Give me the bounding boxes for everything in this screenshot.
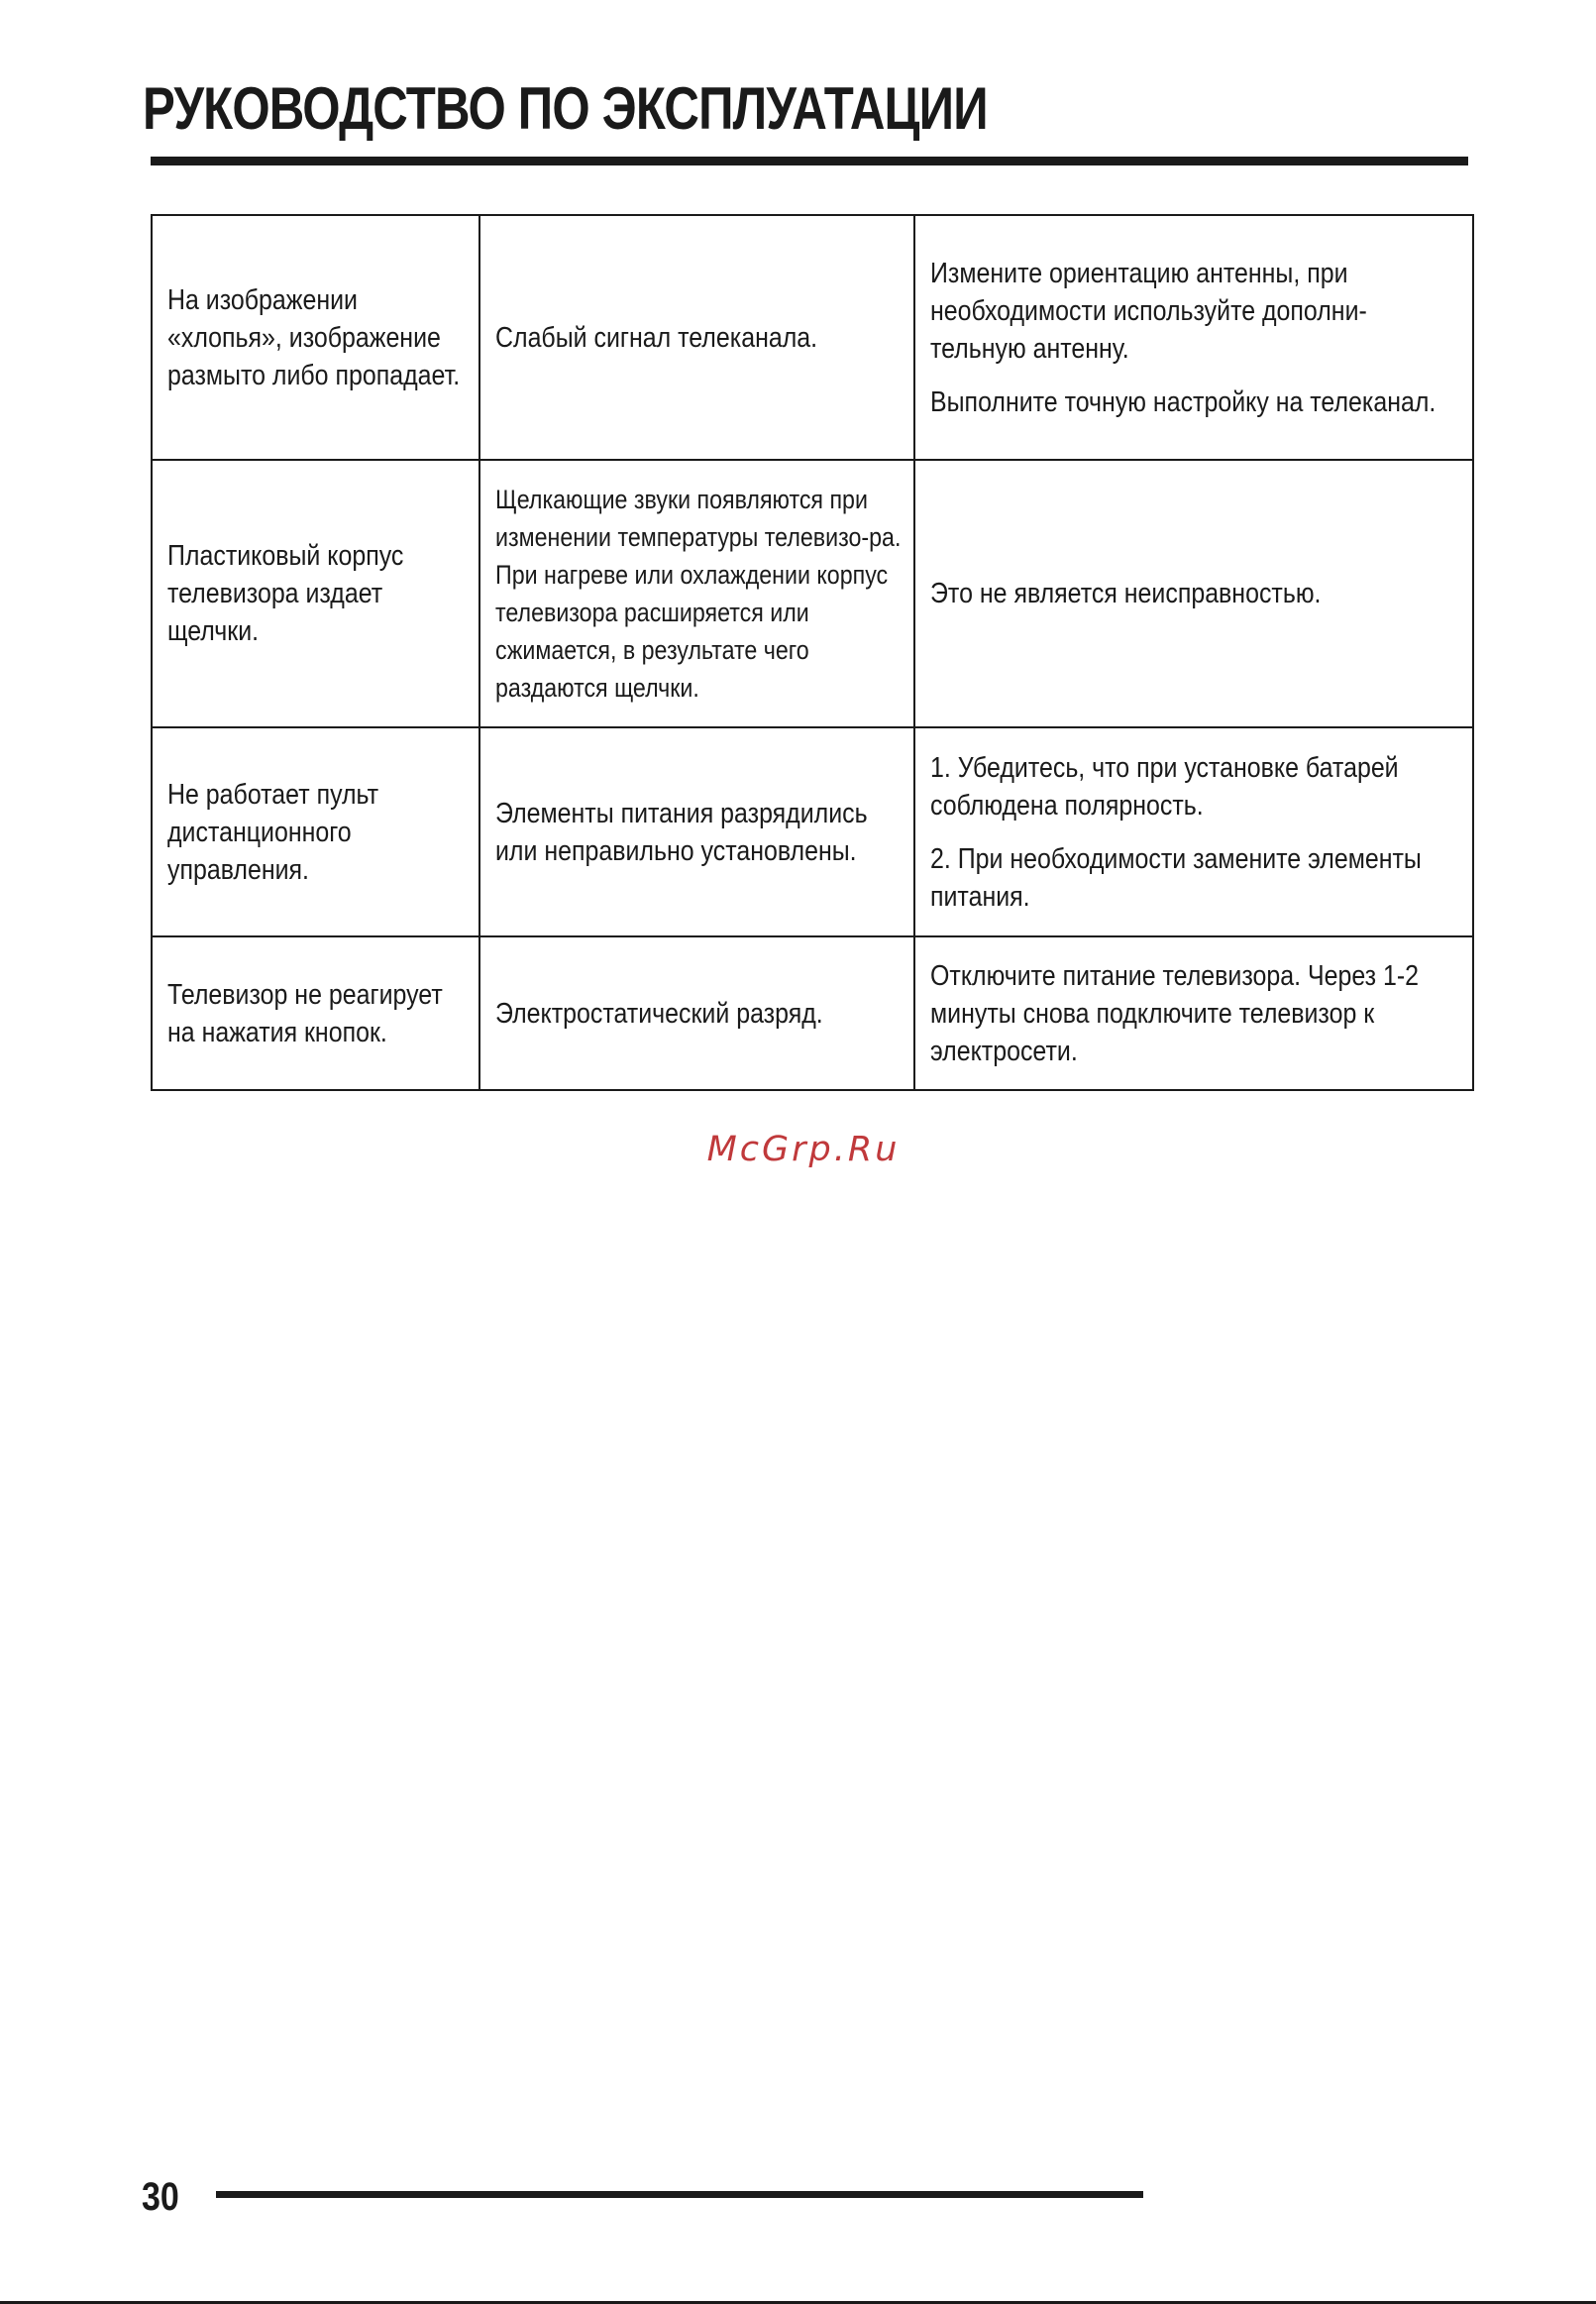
solution-text: Измените ориентацию антенны, при необходимости используйте дополни-тельную антенну. bbox=[930, 257, 1367, 365]
problem-cell bbox=[152, 460, 479, 727]
watermark: McGrp.Ru bbox=[706, 1130, 901, 1169]
solution-cell bbox=[914, 215, 1473, 460]
problem-text: Пластиковый корпус телевизора издает щелчки. bbox=[167, 540, 404, 647]
solution-cell bbox=[914, 460, 1473, 727]
solution-text: Выполните точную настройку на телеканал. bbox=[930, 385, 1436, 418]
cause-text: Элементы питания разрядились или неправильно установлены. bbox=[495, 797, 868, 867]
problem-cell bbox=[152, 727, 479, 936]
problem-cell bbox=[152, 215, 479, 460]
page-number: 30 bbox=[142, 2175, 179, 2219]
solution-text: Это не является неисправностью. bbox=[930, 578, 1322, 609]
table-row bbox=[152, 460, 1473, 727]
problem-text: На изображении «хлопья», изображение размыто либо пропадает. bbox=[167, 283, 461, 391]
solution-cell bbox=[914, 727, 1473, 936]
table-row bbox=[152, 936, 1473, 1090]
table-row bbox=[152, 215, 1473, 460]
solution-text: 2. При необходимости замените элементы питания. bbox=[930, 842, 1422, 913]
solution-text: 1. Убедитесь, что при установке батарей соблюдена полярность. bbox=[930, 751, 1399, 822]
problem-cell bbox=[152, 936, 479, 1090]
title-divider bbox=[151, 157, 1468, 165]
solution-text: Отключите питание телевизора. Через 1-2 минуты снова подключите телевизор к электросети. bbox=[930, 959, 1420, 1067]
footer-divider bbox=[216, 2191, 1143, 2198]
cause-cell bbox=[479, 727, 914, 936]
table-row bbox=[152, 727, 1473, 936]
cause-cell bbox=[479, 460, 914, 727]
cause-text: Электростатический разряд. bbox=[495, 997, 823, 1030]
problem-text: Не работает пульт дистанционного управления. bbox=[167, 778, 379, 886]
problem-text: Телевизор не реагирует на нажатия кнопок. bbox=[167, 978, 443, 1048]
page-title: РУКОВОДСТВО ПО ЭКСПЛУАТАЦИИ bbox=[143, 75, 988, 142]
troubleshooting-table bbox=[151, 214, 1474, 1091]
cause-text: Слабый сигнал телеканала. bbox=[495, 321, 818, 354]
cause-cell bbox=[479, 936, 914, 1090]
cause-cell bbox=[479, 215, 914, 460]
cause-text: Щелкающие звуки появляются при изменении температуры телевизо-ра. При нагреве или охлаждении корпус телевизора расширяется или сжимается, в результате чего раздаются щелчки. bbox=[495, 485, 902, 703]
solution-cell bbox=[914, 936, 1473, 1090]
